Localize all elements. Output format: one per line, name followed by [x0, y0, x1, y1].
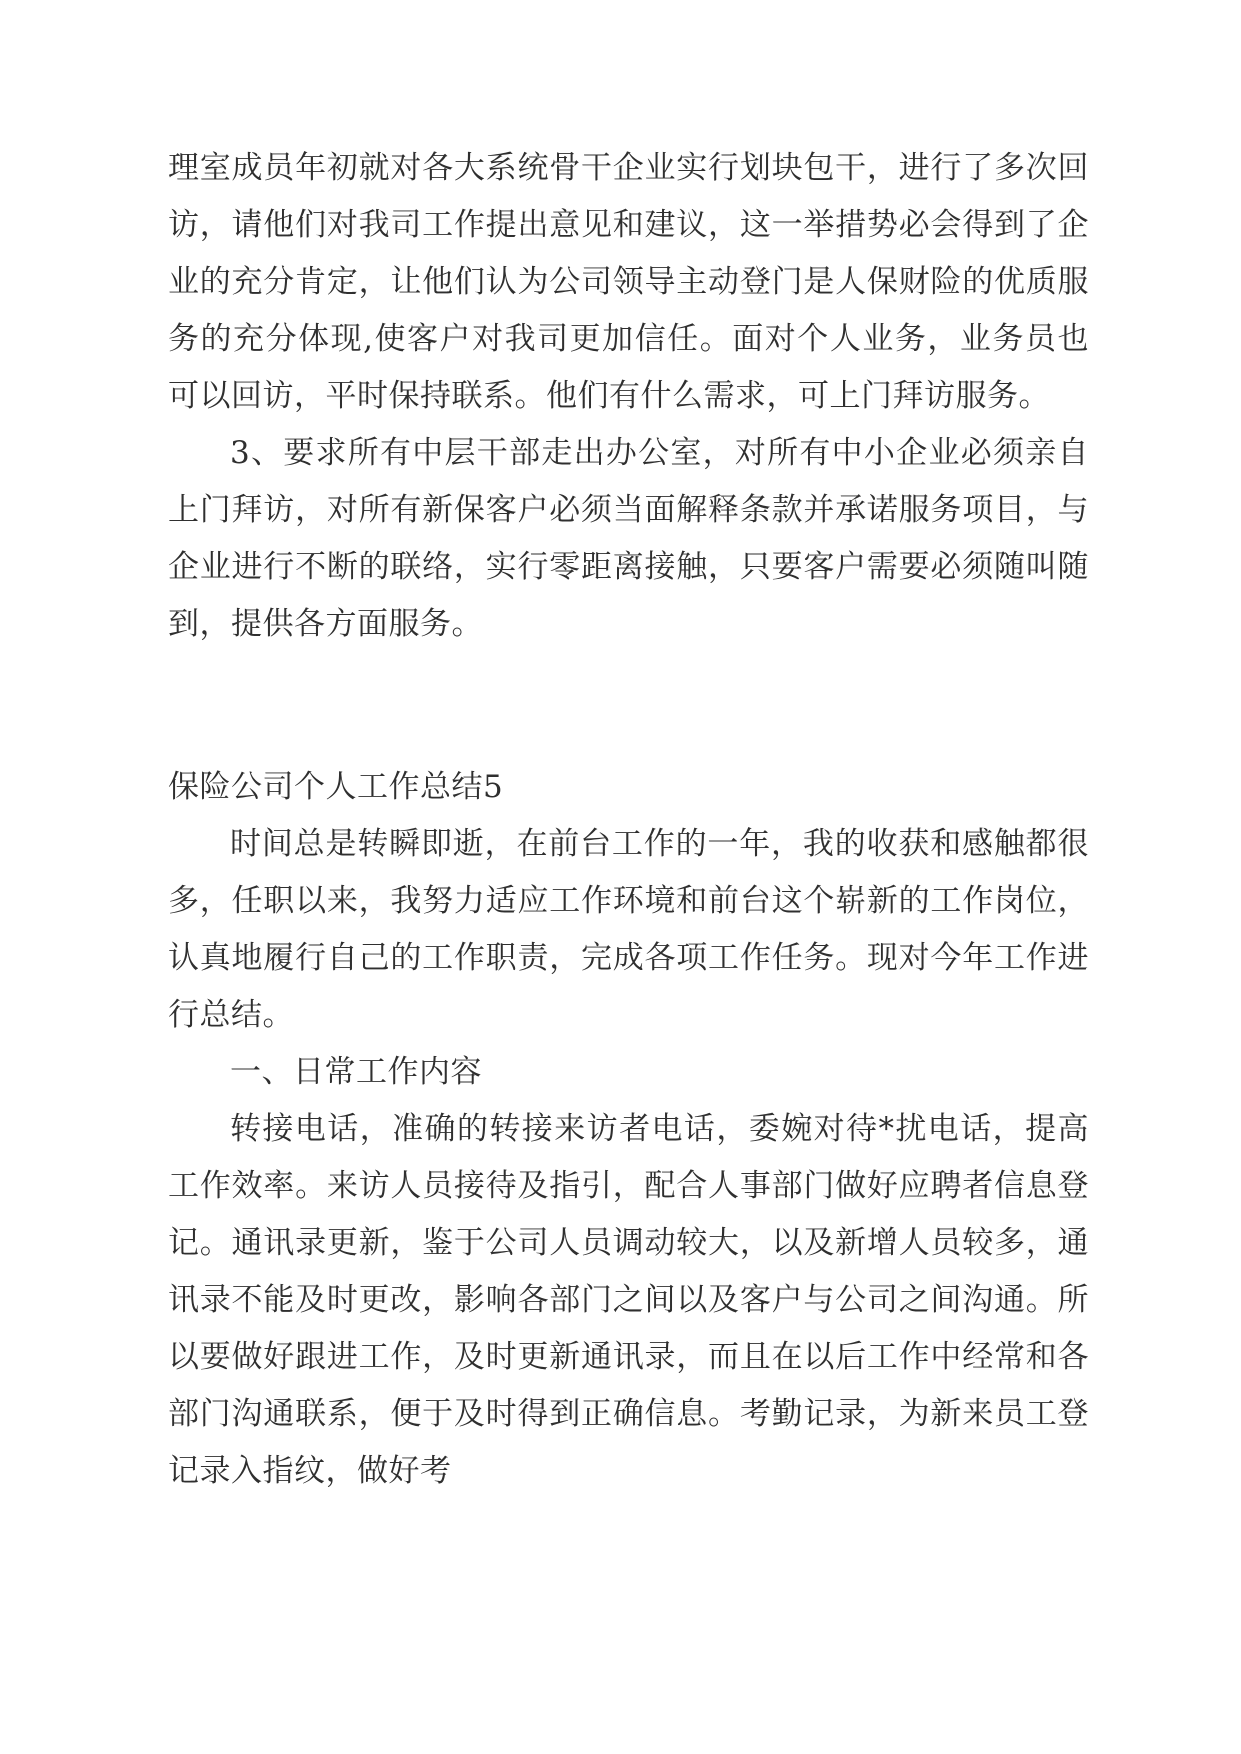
paragraph-item-3: 3、要求所有中层干部走出办公室，对所有中小企业必须亲自上门拜访，对所有新保客户必须当面解释条款并承诺服务项目，与企业进行不断的联络，实行零距离接触，只要客户需要必须随叫随到，提供各方面服务。	[168, 435, 1089, 642]
paragraph-intro: 时间总是转瞬即逝，在前台工作的一年，我的收获和感触都很多，任职以来，我努力适应工作环境和前台这个崭新的工作岗位，认真地履行自己的工作职责，完成各项工作任务。现对今年工作进行总结。	[168, 826, 1089, 1033]
section-spacer	[168, 653, 1089, 703]
document-body	[168, 140, 1089, 1500]
paragraph-continued: 理室成员年初就对各大系统骨干企业实行划块包干，进行了多次回访，请他们对我司工作提出意见和建议，这一举措势必会得到了企业的充分肯定，让他们认为公司领导主动登门是人保财险的优质服务的充分体现,使客户对我司更加信任。面对个人业务，业务员也可以回访，平时保持联系。他们有什么需求，可上门拜访服务。	[168, 150, 1089, 414]
paragraph-subheading-one: 一、日常工作内容	[230, 1054, 482, 1090]
section-heading: 保险公司个人工作总结5	[168, 769, 504, 805]
paragraph-daily-work: 转接电话，准确的转接来访者电话，委婉对待*扰电话，提高工作效率。来访人员接待及指引，配合人事部门做好应聘者信息登记。通讯录更新，鉴于公司人员调动较大，以及新增人员较多，通讯录不能及时更改，影响各部门之间以及客户与公司之间沟通。所以要做好跟进工作，及时更新通讯录，而且在以后工作中经常和各部门沟通联系，便于及时得到正确信息。考勤记录，为新来员工登记录入指纹，做好考	[168, 1111, 1089, 1489]
